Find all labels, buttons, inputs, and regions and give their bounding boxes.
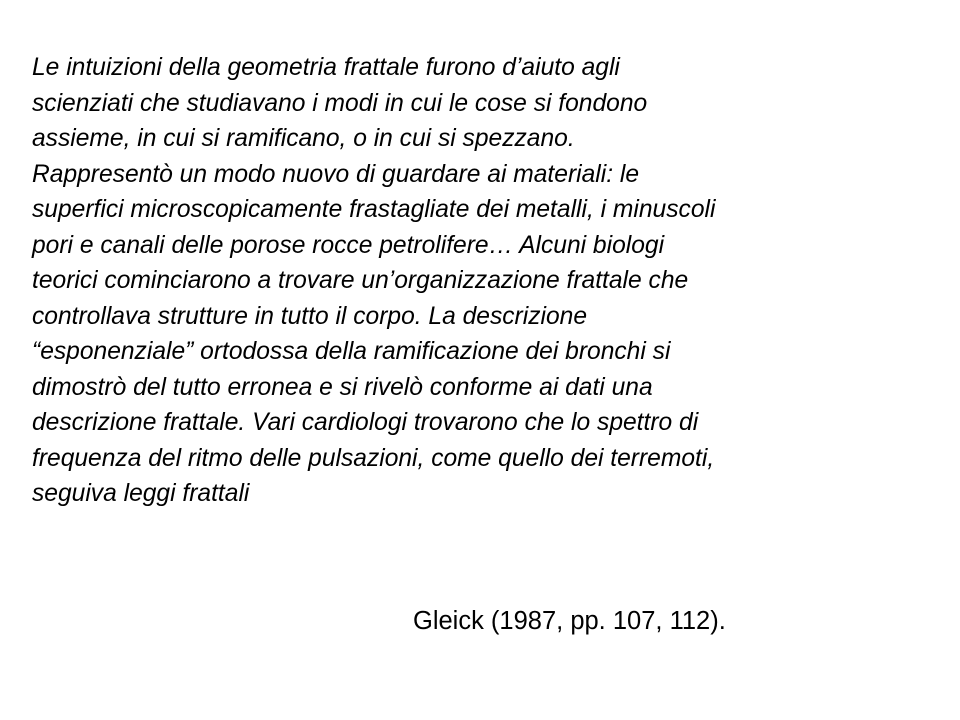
citation: Gleick (1987, pp. 107, 112). <box>413 607 726 635</box>
quote-line: superfici microscopicamente frastagliate dei metalli, i minuscoli <box>32 196 716 223</box>
quote-line: dimostrò del tutto erronea e si rivelò conforme ai dati una <box>32 373 653 401</box>
quote-line: “esponenziale” ortodossa della ramificazione dei bronchi si <box>32 338 671 365</box>
quote-line: frequenza del ritmo delle pulsazioni, come quello dei terremoti, <box>32 444 715 472</box>
quote-text <box>32 50 942 512</box>
quote-line: scienziati che studiavano i modi in cui le cose si fondono <box>32 89 648 117</box>
quote-line: descrizione frattale. Vari cardiologi trovarono che lo spettro di <box>32 409 699 436</box>
quote-line: seguiva leggi frattali <box>32 480 250 507</box>
quote-line: controllava strutture in tutto il corpo. La descrizione <box>32 302 588 330</box>
quote-line: Le intuizioni della geometria frattale furono d’aiuto agli <box>32 54 620 81</box>
quote-line: pori e canali delle porose rocce petrolifere… Alcuni biologi <box>32 231 665 259</box>
quote-line: Rappresentò un modo nuovo di guardare ai materiali: le <box>32 160 640 188</box>
quote-line: teorici cominciarono a trovare un’organizzazione frattale che <box>32 267 689 294</box>
quote-line: assieme, in cui si ramificano, o in cui si spezzano. <box>32 125 575 152</box>
